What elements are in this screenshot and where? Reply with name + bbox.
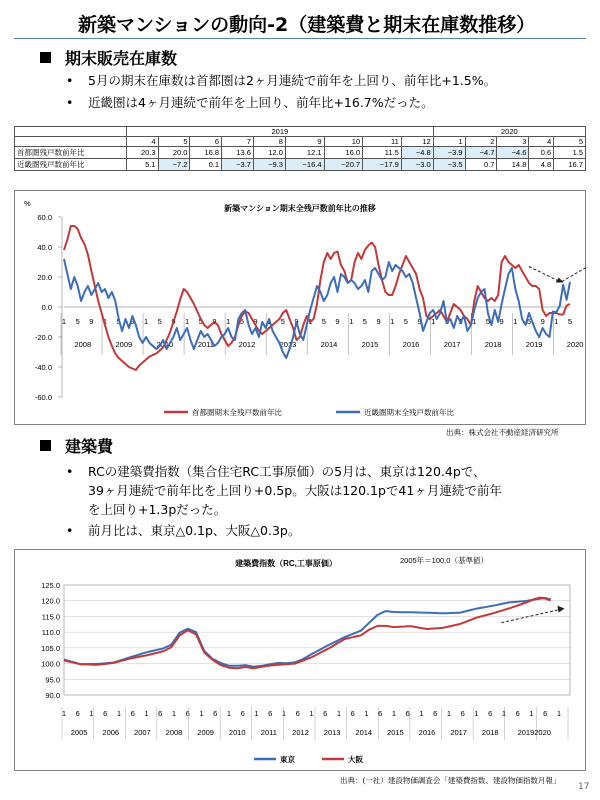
bullet-text: 近畿圏は4ヶ月連続で前年を上回り、前年比+16.7%だった。 xyxy=(88,95,434,110)
x-year-label: 2013 xyxy=(323,728,341,737)
y-tick-label: -20.0 xyxy=(34,333,52,342)
row-label: 首都圏残戸数前年比 xyxy=(15,147,127,159)
month-cell: 9 xyxy=(285,137,324,147)
plot-area xyxy=(64,585,570,695)
value-cell: 16.8 xyxy=(190,147,222,159)
x-year-label: 2011 xyxy=(260,728,277,737)
month-cell: 8 xyxy=(253,137,285,147)
x-month-label: 9 xyxy=(335,317,340,326)
x-month-label: 6 xyxy=(75,709,80,718)
x-month-label: 1 xyxy=(171,709,177,718)
month-cell: 10 xyxy=(324,137,363,147)
x-month-label: 9 xyxy=(253,317,258,326)
bullet-dot-icon: • xyxy=(66,464,74,479)
y-tick-label: 100.0 xyxy=(41,659,60,669)
trend-arrow-down xyxy=(529,267,560,282)
x-month-label: 6 xyxy=(130,709,135,718)
value-cell: 12.0 xyxy=(253,147,285,159)
x-month-label: 1 xyxy=(431,317,436,326)
x-month-label: 1 xyxy=(336,709,342,718)
table-year-2020: 2020 xyxy=(433,127,585,137)
value-cell: 16.0 xyxy=(324,147,363,159)
x-month-label: 9 xyxy=(171,317,176,326)
x-month-label: 1 xyxy=(267,317,272,326)
x-month-label: 1 xyxy=(391,709,397,718)
value-cell: 0.6 xyxy=(529,147,554,159)
section-heading-text: 建築費 xyxy=(65,437,114,456)
x-month-label: 1 xyxy=(501,709,507,718)
x-year-label: 2013 xyxy=(279,340,297,349)
value-cell: −7.2 xyxy=(158,159,190,171)
x-month-label: 9 xyxy=(89,317,94,326)
x-month-label: 1 xyxy=(116,709,122,718)
section-heading-inventory xyxy=(40,46,177,69)
bullet-text-line: を上回り+1.3pだった。 xyxy=(88,502,227,517)
x-month-label: 1 xyxy=(254,709,259,718)
table-year-2019: 2019 xyxy=(127,127,434,137)
x-month-label: 1 xyxy=(143,317,149,326)
x-month-label: 1 xyxy=(446,709,452,718)
x-month-label: 1 xyxy=(61,317,67,326)
value-cell: −17.9 xyxy=(363,159,402,171)
x-month-label: 1 xyxy=(554,317,559,326)
chart2-source: 出典：(一社）建設物価調査会「建築費指数、建設物価指数月報」 xyxy=(340,776,561,785)
y-tick-label: 60.0 xyxy=(37,213,52,222)
x-year-label: 2012 xyxy=(292,728,309,737)
x-month-label: 5 xyxy=(157,317,162,326)
x-year-label: 2017 xyxy=(450,728,467,737)
chart1-source: 出典：株式会社不動産経済研究所 xyxy=(446,428,559,437)
month-cell: 11 xyxy=(363,137,402,147)
x-month-label: 5 xyxy=(321,317,326,326)
x-month-label: 5 xyxy=(403,317,408,326)
x-month-label: 1 xyxy=(144,709,149,718)
row-label: 近畿圏残戸数前年比 xyxy=(15,159,127,171)
x-year-label: 2010 xyxy=(156,340,174,349)
table-row xyxy=(15,147,586,159)
x-month-label: 6 xyxy=(488,709,493,718)
x-month-label: 1 xyxy=(309,709,314,718)
x-month-label: 9 xyxy=(499,317,504,326)
x-month-label: 1 xyxy=(89,709,94,718)
x-month-label: 6 xyxy=(405,709,410,718)
month-cell: 5 xyxy=(158,137,190,147)
x-year-label: 2012 xyxy=(238,340,256,349)
x-year-label: 2008 xyxy=(165,728,183,737)
x-year-label: 2009 xyxy=(115,340,133,349)
month-cell: 12 xyxy=(401,137,433,147)
y-tick-label: 105.0 xyxy=(41,643,60,653)
x-month-label: 6 xyxy=(433,709,438,718)
x-month-label: 5 xyxy=(75,317,80,326)
value-cell: 11.5 xyxy=(363,147,402,159)
x-month-label: 1 xyxy=(349,317,354,326)
value-cell: −3.7 xyxy=(222,159,254,171)
value-cell: 13.6 xyxy=(222,147,254,159)
x-month-label: 9 xyxy=(458,317,463,326)
x-month-label: 1 xyxy=(474,709,479,718)
inventory-yoy-chart xyxy=(14,190,586,425)
x-month-label: 6 xyxy=(378,709,383,718)
inventory-table xyxy=(14,126,586,171)
section-heading-text: 期末販売在庫数 xyxy=(65,49,178,68)
x-month-label: 1 xyxy=(513,317,518,326)
y-tick-label: 20.0 xyxy=(37,273,52,282)
x-month-label: 6 xyxy=(295,709,300,718)
section-heading-construction xyxy=(40,434,113,457)
x-month-label: 1 xyxy=(281,709,287,718)
x-month-label: 5 xyxy=(239,317,244,326)
bullet-text: 5月の期末在庫数は首都圏は2ヶ月連続で前年を上回り、前年比+1.5%。 xyxy=(88,73,497,88)
x-month-label: 6 xyxy=(460,709,465,718)
x-month-label: 5 xyxy=(444,317,450,326)
legend-label: 東京 xyxy=(280,755,295,764)
x-year-label: 2011 xyxy=(197,340,214,349)
value-cell: 4.8 xyxy=(529,159,554,171)
x-year-label: 2010 xyxy=(228,728,246,737)
x-month-label: 9 xyxy=(376,317,381,326)
x-month-label: 5 xyxy=(526,317,532,326)
value-cell: −3.5 xyxy=(433,159,465,171)
value-cell: −20.7 xyxy=(324,159,363,171)
page-number: 17 xyxy=(578,782,590,792)
y-tick-label: 110.0 xyxy=(41,628,60,638)
chart2-title: 建築費指数（RC,工事原価） xyxy=(235,559,337,568)
x-month-label: 9 xyxy=(294,317,299,326)
title-divider xyxy=(14,38,586,39)
x-month-label: 6 xyxy=(213,709,218,718)
x-month-label: 1 xyxy=(472,317,477,326)
y-tick-label: -40.0 xyxy=(34,363,52,372)
arrow-head-icon xyxy=(558,606,565,613)
x-month-label: 5 xyxy=(485,317,491,326)
x-month-label: 6 xyxy=(268,709,273,718)
month-cell: 2 xyxy=(465,137,497,147)
value-cell: −16.4 xyxy=(285,159,324,171)
value-cell: 20.3 xyxy=(127,147,159,159)
month-cell: 5 xyxy=(554,137,586,147)
x-month-label: 5 xyxy=(362,317,367,326)
x-year-label: 2015 xyxy=(361,340,379,349)
bullet-text: 前月比は、東京△0.1p、大阪△0.3p。 xyxy=(88,523,301,538)
construction-index-chart xyxy=(14,549,586,771)
square-bullet-icon xyxy=(40,440,51,451)
x-year-label: 20192020 xyxy=(517,728,551,737)
chart1-title: 新築マンション期末全残戸数前年比の推移 xyxy=(224,204,376,213)
y-tick-label: 0.0 xyxy=(41,303,52,312)
month-cell: 6 xyxy=(190,137,222,147)
table-corner-cell xyxy=(15,127,127,137)
x-year-label: 2009 xyxy=(197,728,214,737)
x-month-label: 6 xyxy=(185,709,190,718)
x-month-label: 6 xyxy=(323,709,328,718)
x-year-label: 2016 xyxy=(418,728,436,737)
month-cell: 3 xyxy=(497,137,529,147)
value-cell: 0.7 xyxy=(465,159,497,171)
square-bullet-icon xyxy=(40,52,51,63)
value-cell: 20.0 xyxy=(158,147,190,159)
x-month-label: 1 xyxy=(364,709,369,718)
x-month-label: 1 xyxy=(419,709,424,718)
x-year-label: 2007 xyxy=(134,728,151,737)
y-tick-label: 40.0 xyxy=(37,243,52,252)
x-year-label: 2017 xyxy=(443,340,461,349)
x-year-label: 2015 xyxy=(387,728,404,737)
x-month-label: 9 xyxy=(417,317,422,326)
bullet-text-line: 39ヶ月連続で前年比を上回り+0.5p。大阪は120.1pで41ヶ月連続で前年 xyxy=(88,483,502,498)
value-cell: 16.7 xyxy=(554,159,586,171)
x-month-label: 6 xyxy=(515,709,520,718)
value-cell: −9.3 xyxy=(253,159,285,171)
month-cell: 7 xyxy=(222,137,254,147)
month-cell: 4 xyxy=(529,137,554,147)
x-year-label: 2018 xyxy=(484,340,502,349)
month-cell: 4 xyxy=(127,137,159,147)
value-cell: 14.8 xyxy=(497,159,529,171)
chart1-ylabel: % xyxy=(24,199,31,208)
page-title: 新築マンションの動向-2（建築費と期末在庫数推移） xyxy=(78,14,536,36)
legend-label: 近畿圏期末全残戸数前年比 xyxy=(364,408,454,417)
x-month-label: 6 xyxy=(350,709,355,718)
x-month-label: 1 xyxy=(61,709,67,718)
x-year-label: 2020 xyxy=(566,340,584,349)
x-month-label: 6 xyxy=(240,709,245,718)
y-tick-label: 115.0 xyxy=(41,612,60,622)
month-cell: 1 xyxy=(433,137,465,147)
chart2-note: 2005年＝100.0（基準値） xyxy=(400,556,488,565)
x-month-label: 1 xyxy=(184,317,190,326)
value-cell: 5.1 xyxy=(127,159,159,171)
value-cell: −3.0 xyxy=(401,159,433,171)
x-month-label: 1 xyxy=(390,317,395,326)
y-tick-label: -60.0 xyxy=(34,393,52,402)
table-corner-cell xyxy=(15,137,127,147)
value-cell: 0.1 xyxy=(190,159,222,171)
x-month-label: 1 xyxy=(308,317,313,326)
x-month-label: 6 xyxy=(543,709,548,718)
value-cell: −4.7 xyxy=(465,147,497,159)
value-cell: −4.6 xyxy=(497,147,529,159)
x-month-label: 9 xyxy=(130,317,135,326)
legend-label: 首都圏期末全残戸数前年比 xyxy=(192,408,282,417)
x-month-label: 9 xyxy=(540,317,545,326)
value-cell: −4.8 xyxy=(401,147,433,159)
x-month-label: 9 xyxy=(212,317,217,326)
x-month-label: 1 xyxy=(556,709,562,718)
x-month-label: 1 xyxy=(226,317,231,326)
y-tick-label: 125.0 xyxy=(41,581,60,590)
trend-arrow-up xyxy=(562,265,586,282)
x-year-label: 2019 xyxy=(525,340,543,349)
x-month-label: 5 xyxy=(567,317,573,326)
x-month-label: 6 xyxy=(103,709,108,718)
x-year-label: 2008 xyxy=(74,340,92,349)
x-month-label: 6 xyxy=(158,709,163,718)
table-month-row xyxy=(15,137,586,147)
y-tick-label: 90.0 xyxy=(45,691,60,700)
bullet-text-line: RCの建築費指数（集合住宅RC工事原価）の5月は、東京は120.4pで、 xyxy=(88,464,486,479)
x-month-label: 5 xyxy=(198,317,203,326)
y-tick-label: 95.0 xyxy=(45,675,60,685)
y-tick-label: 120.0 xyxy=(41,596,60,606)
x-month-label: 1 xyxy=(199,709,204,718)
x-month-label: 1 xyxy=(529,709,534,718)
x-month-label: 1 xyxy=(102,317,108,326)
x-year-label: 2006 xyxy=(102,728,120,737)
bullet-dot-icon: • xyxy=(66,73,74,88)
table-row xyxy=(15,159,586,171)
legend-label: 大阪 xyxy=(348,755,363,764)
x-year-label: 2018 xyxy=(481,728,499,737)
table-year-row xyxy=(15,127,586,137)
bullet-dot-icon: • xyxy=(66,523,74,538)
x-year-label: 2014 xyxy=(355,728,373,737)
bullet-dot-icon: • xyxy=(66,95,74,110)
x-month-label: 1 xyxy=(226,709,232,718)
x-month-label: 5 xyxy=(280,317,285,326)
x-year-label: 2016 xyxy=(402,340,420,349)
value-cell: 1.5 xyxy=(554,147,586,159)
value-cell: −3.9 xyxy=(433,147,465,159)
x-year-label: 2014 xyxy=(320,340,338,349)
x-month-label: 5 xyxy=(116,317,121,326)
x-year-label: 2005 xyxy=(70,728,88,737)
value-cell: 12.1 xyxy=(285,147,324,159)
